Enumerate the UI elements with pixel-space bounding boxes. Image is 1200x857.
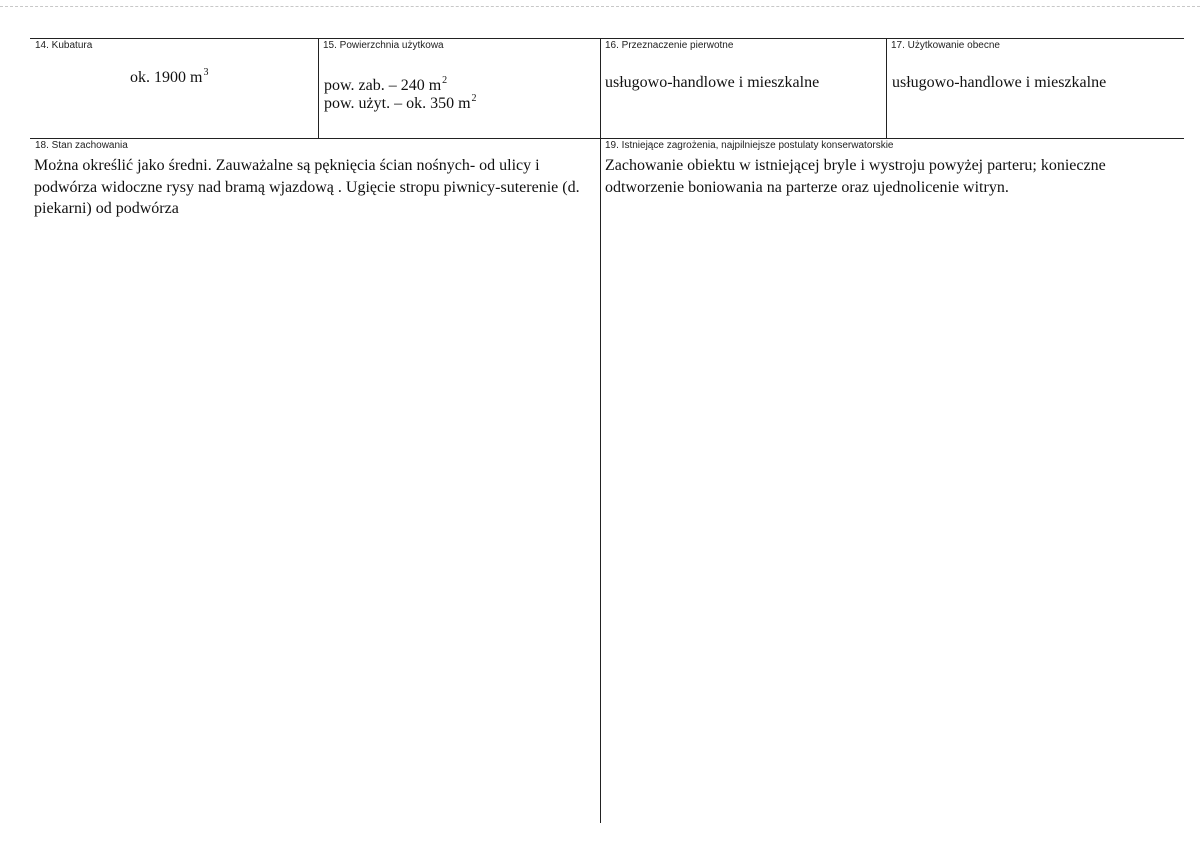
value-kubatura (130, 68, 208, 87)
label-zagrozenia: 19. Istniejące zagrożenia, najpilniejsze postulaty konserwatorskie (605, 140, 894, 151)
label-uzytkowanie: 17. Użytkowanie obecne (891, 40, 1000, 51)
value-przeznaczenie: usługowo-handlowe i mieszkalne (605, 74, 820, 91)
label-przeznaczenie: 16. Przeznaczenie pierwotne (605, 40, 734, 51)
cell-powierzchnia (318, 38, 600, 138)
cell-przeznaczenie (600, 38, 886, 138)
label-kubatura: 14. Kubatura (35, 40, 93, 51)
pow-zab-text: pow. zab. – 240 m (324, 77, 442, 94)
kubatura-exponent: 3 (203, 67, 209, 78)
record-form (30, 38, 1184, 823)
pow-uzyt-exponent: 2 (471, 93, 477, 104)
pow-uzyt-text: pow. użyt. – ok. 350 m (324, 95, 471, 112)
kubatura-text: ok. 1900 m (130, 69, 203, 86)
cell-zagrozenia (600, 138, 1184, 823)
cell-uzytkowanie (886, 38, 1184, 138)
value-powierzchnia-uzyt (324, 94, 477, 113)
text-zagrozenia: Zachowanie obiektu w istniejącej bryle i wystroju powyżej parteru; konieczne odtworzenie boniowania na parterze oraz ujednolicenie witryn. (605, 157, 1106, 196)
scan-edge (0, 0, 1200, 7)
text-stan-zachowania: Można określić jako średni. Zauważalne są pęknięcia ścian nośnych- od ulicy i podwórza widoczne rysy nad bramą wjazdową . Ugięcie stropu piwnicy-suterenie (d. piekarni) od podwórza (34, 157, 580, 217)
label-stan-zachowania: 18. Stan zachowania (35, 140, 128, 151)
label-powierzchnia: 15. Powierzchnia użytkowa (323, 40, 444, 51)
value-uzytkowanie: usługowo-handlowe i mieszkalne (892, 74, 1107, 91)
cell-kubatura (30, 38, 318, 138)
pow-zab-exponent: 2 (442, 75, 448, 86)
cell-stan-zachowania (30, 138, 600, 823)
value-powierzchnia-zab (324, 76, 447, 95)
